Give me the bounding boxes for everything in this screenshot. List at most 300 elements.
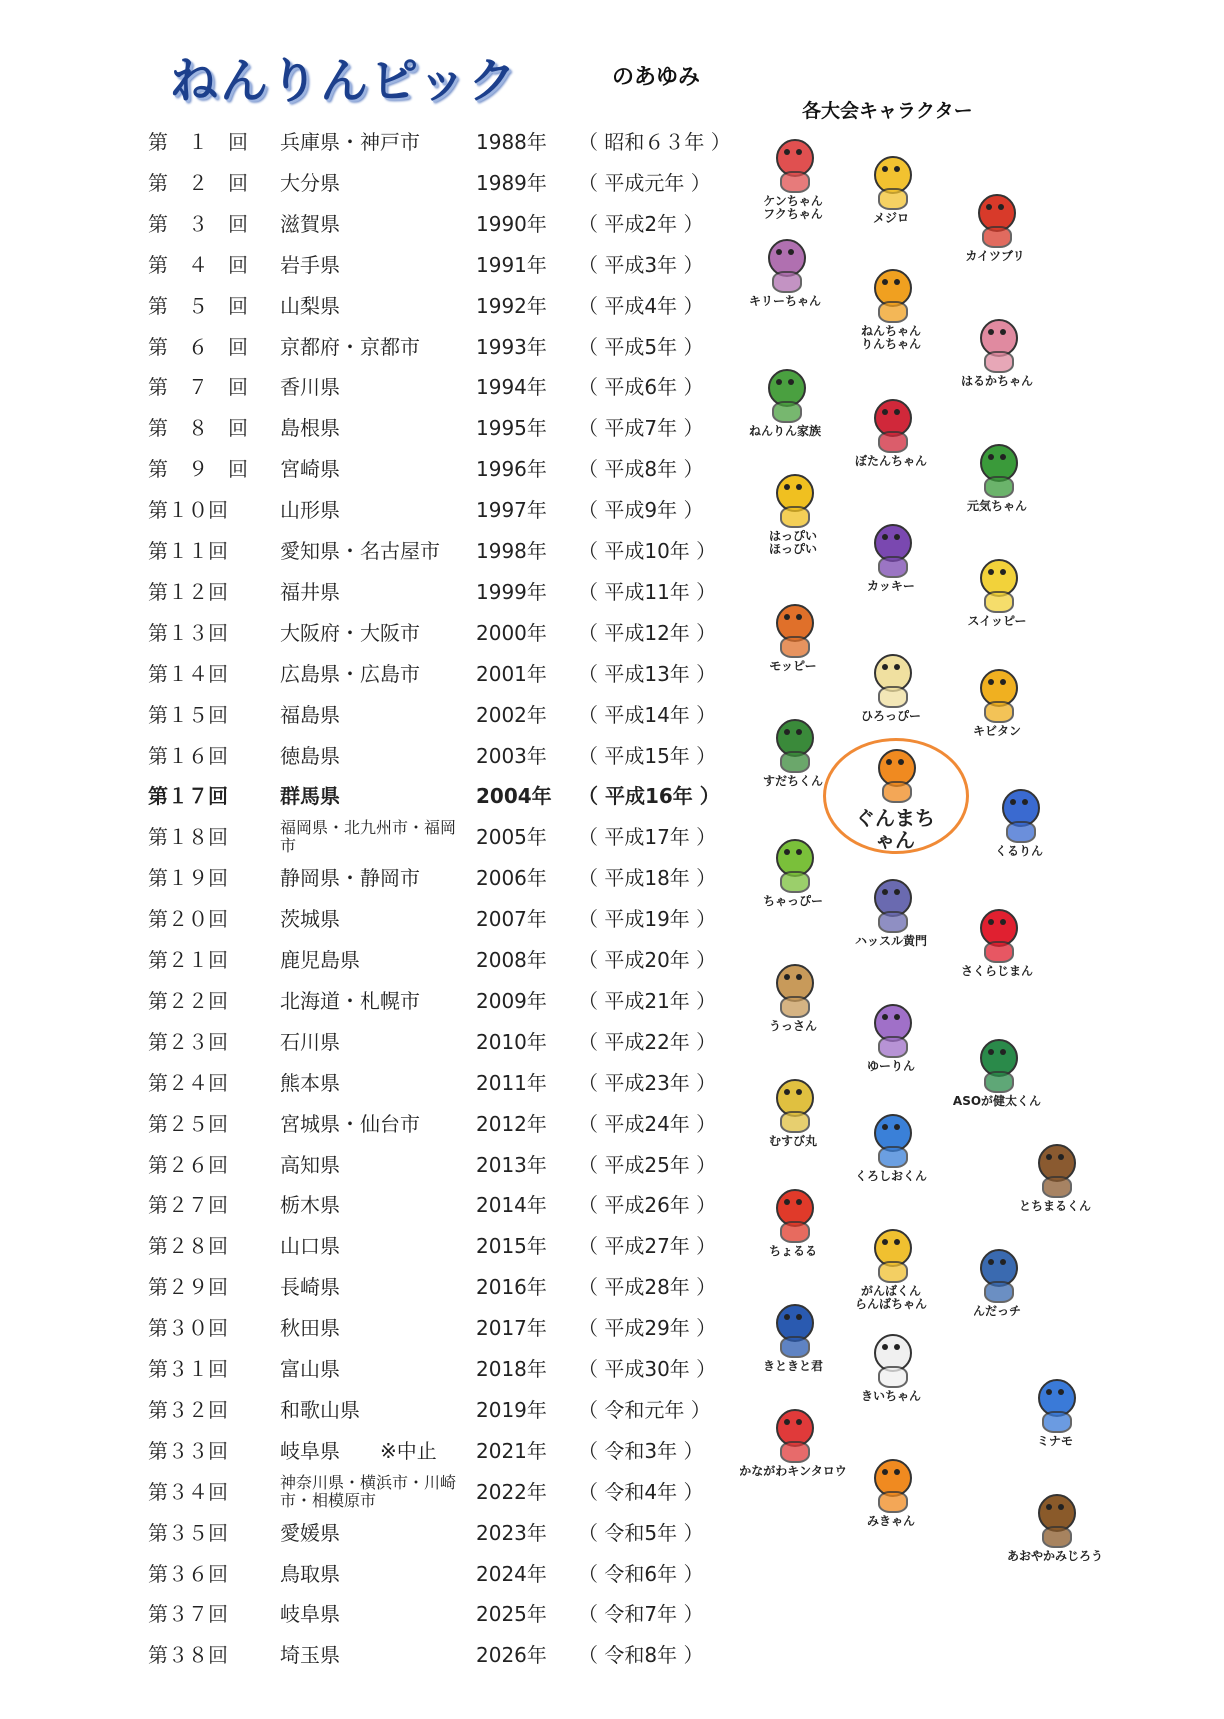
event-place: 長崎県 — [280, 1275, 340, 1300]
event-number: 第２１回 — [148, 948, 228, 972]
character — [748, 835, 838, 908]
character-icon — [860, 875, 922, 933]
event-year: 2001年 — [476, 661, 547, 686]
event-era: （ 令和6年 ） — [578, 1561, 704, 1586]
event-row — [148, 736, 717, 777]
character-icon — [762, 470, 824, 528]
character — [846, 1000, 936, 1073]
character-name: ハッスル黄門 — [854, 934, 927, 948]
character-icon — [860, 1225, 922, 1283]
character — [748, 1300, 838, 1373]
event-place: 茨城県 — [280, 907, 340, 932]
character — [748, 470, 838, 556]
event-number: 第３８回 — [148, 1643, 228, 1668]
event-place: 大阪府・大阪市 — [280, 620, 420, 645]
event-row — [148, 327, 708, 368]
event-era: （ 令和7年 ） — [578, 1602, 704, 1627]
event-era: （ 平成5年 ） — [578, 334, 704, 359]
event-row — [148, 408, 708, 449]
event-place: 香川県 — [280, 375, 340, 400]
character-icon — [966, 1035, 1028, 1093]
character — [846, 1330, 936, 1403]
event-era: （ 平成21年 ） — [578, 988, 717, 1013]
character-icon — [966, 665, 1028, 723]
character-name: ミナモ — [1036, 1434, 1073, 1448]
event-row — [148, 367, 708, 408]
event-place: 山梨県 — [280, 293, 340, 318]
event-place: 静岡県・静岡市 — [280, 866, 420, 891]
character-name: キリーちゃん — [748, 294, 821, 308]
event-row — [148, 204, 708, 245]
event-row — [148, 817, 717, 858]
character — [748, 715, 838, 788]
event-year: 1992年 — [476, 293, 547, 318]
event-place: 栃木県 — [280, 1193, 340, 1218]
character-name: メジロ — [872, 211, 909, 225]
event-year: 2015年 — [476, 1234, 547, 1259]
character-name: スイッピー — [967, 614, 1027, 628]
character-name: ねんりん家族 — [748, 424, 821, 438]
character-icon — [1024, 1140, 1086, 1198]
character-name: キビタン — [972, 724, 1021, 738]
event-row — [148, 695, 717, 736]
character-name: ちょるる — [768, 1244, 817, 1258]
event-era: （ 平成7年 ） — [578, 416, 704, 441]
event-row — [148, 122, 731, 163]
event-place: 宮崎県 — [280, 457, 340, 482]
character — [846, 1225, 936, 1311]
event-number: 第２０回 — [148, 907, 228, 932]
event-number: 第２５回 — [148, 1111, 228, 1136]
event-place: 福井県 — [280, 579, 340, 604]
event-row — [148, 776, 720, 817]
characters-heading: 各大会キャラクター — [802, 100, 973, 122]
character-icon — [860, 1000, 922, 1058]
event-number: 第２９回 — [148, 1275, 228, 1300]
character-name: はるかちゃん — [960, 374, 1033, 388]
character — [1010, 1375, 1100, 1448]
event-era: （ 昭和６３年 ） — [578, 130, 731, 154]
event-year: 2019年 — [476, 1397, 547, 1422]
character-icon — [988, 785, 1050, 843]
event-row — [148, 1431, 708, 1472]
event-year: 2026年 — [476, 1643, 547, 1668]
character-icon — [860, 1455, 922, 1513]
event-row — [148, 163, 711, 204]
event-place: 広島県・広島市 — [280, 661, 420, 686]
event-year: 1997年 — [476, 498, 547, 523]
event-year: 2013年 — [476, 1152, 547, 1177]
event-row — [148, 245, 708, 286]
character — [1010, 1140, 1100, 1213]
event-number: 第３０回 — [148, 1316, 228, 1341]
event-row — [148, 899, 717, 940]
event-row — [148, 1226, 717, 1267]
character-icon — [762, 1185, 824, 1243]
event-era: （ 令和4年 ） — [578, 1479, 704, 1504]
event-place: 富山県 — [280, 1357, 340, 1381]
event-era: （ 平成11年 ） — [578, 579, 717, 604]
event-row — [148, 1185, 717, 1226]
character-icon — [1024, 1375, 1086, 1433]
event-era: （ 平成15年 ） — [578, 743, 717, 768]
event-year: 2024年 — [476, 1561, 547, 1586]
character-name: すだちくん — [762, 774, 823, 788]
event-number: 第２４回 — [148, 1070, 228, 1095]
event-number: 第２７回 — [148, 1193, 228, 1218]
character-name: ねんちゃん りんちゃん — [860, 324, 921, 351]
event-era: （ 平成27年 ） — [578, 1234, 717, 1259]
character-icon — [860, 1330, 922, 1388]
event-year: 2021年 — [476, 1438, 547, 1463]
event-year: 2010年 — [476, 1029, 547, 1054]
event-year: 1990年 — [476, 211, 547, 236]
character — [748, 1075, 838, 1148]
event-row — [148, 1390, 711, 1431]
character — [740, 365, 830, 438]
character-name: きいちゃん — [860, 1389, 921, 1403]
character — [740, 235, 830, 308]
character-icon — [754, 235, 816, 293]
event-number: 第１６回 — [148, 743, 228, 768]
event-place: 和歌山県 — [280, 1397, 360, 1422]
character-icon — [762, 960, 824, 1018]
event-place: 宮城県・仙台市 — [280, 1111, 420, 1136]
event-era: （ 平成17年 ） — [578, 825, 717, 850]
event-era: （ 平成16年 ） — [578, 784, 720, 809]
event-year: 2007年 — [476, 907, 547, 932]
event-era: （ 平成26年 ） — [578, 1193, 717, 1218]
event-number: 第 ３ 回 — [148, 211, 248, 236]
highlight-ring — [823, 738, 969, 854]
event-era: （ 平成20年 ） — [578, 948, 717, 972]
event-row — [148, 613, 717, 654]
event-year: 2004年 — [476, 784, 552, 809]
event-year: 2022年 — [476, 1479, 547, 1504]
event-year: 2016年 — [476, 1275, 547, 1300]
event-row — [148, 1635, 708, 1676]
event-number: 第１５回 — [148, 702, 228, 727]
page-subtitle: のあゆみ — [612, 65, 701, 90]
event-year: 1995年 — [476, 416, 547, 441]
character — [748, 135, 838, 221]
character — [1000, 1490, 1110, 1563]
event-number: 第３６回 — [148, 1561, 228, 1586]
event-era: （ 令和3年 ） — [578, 1438, 704, 1463]
character — [974, 785, 1064, 858]
character — [952, 555, 1042, 628]
event-number: 第３５回 — [148, 1520, 228, 1545]
character-name: ひろっぴー — [860, 709, 921, 723]
event-row — [148, 858, 717, 899]
event-year: 2003年 — [476, 743, 547, 768]
event-row — [148, 1513, 708, 1554]
event-year: 1999年 — [476, 579, 547, 604]
event-row — [148, 531, 717, 572]
character-icon — [754, 365, 816, 423]
event-year: 2014年 — [476, 1193, 547, 1218]
event-era: （ 平成元年 ） — [578, 170, 711, 195]
character-icon — [860, 520, 922, 578]
event-number: 第２３回 — [148, 1029, 228, 1054]
event-era: （ 平成19年 ） — [578, 907, 717, 932]
event-number: 第１３回 — [148, 620, 228, 645]
event-place: 愛媛県 — [280, 1520, 340, 1545]
character — [846, 1110, 936, 1183]
event-row — [148, 1104, 717, 1145]
event-row — [148, 449, 708, 490]
event-row — [148, 286, 708, 327]
event-number: 第１１回 — [148, 539, 228, 563]
event-year: 1991年 — [476, 252, 547, 277]
character-name: がんばくん らんばちゃん — [854, 1284, 927, 1311]
event-place: 京都府・京都市 — [280, 334, 420, 359]
character-name: あおやかみじろう — [1006, 1549, 1103, 1563]
character-icon — [966, 1245, 1028, 1303]
character-icon — [860, 650, 922, 708]
event-year: 1998年 — [476, 539, 547, 563]
event-year: 2006年 — [476, 866, 547, 891]
event-row — [148, 572, 717, 613]
event-year: 2011年 — [476, 1070, 547, 1095]
character-icon — [966, 555, 1028, 613]
event-number: 第１７回 — [148, 784, 228, 809]
event-year: 2012年 — [476, 1111, 547, 1136]
character-icon — [860, 1110, 922, 1168]
event-place: 兵庫県・神戸市 — [280, 130, 420, 154]
event-number: 第 ９ 回 — [148, 457, 248, 482]
event-era: （ 平成29年 ） — [578, 1316, 717, 1341]
event-era: （ 平成12年 ） — [578, 620, 717, 645]
character-icon — [860, 395, 922, 453]
event-era: （ 平成3年 ） — [578, 252, 704, 277]
event-place: 石川県 — [280, 1029, 340, 1054]
character — [952, 665, 1042, 738]
event-era: （ 平成30年 ） — [578, 1357, 717, 1381]
event-era: （ 平成8年 ） — [578, 457, 704, 482]
event-year: 2025年 — [476, 1602, 547, 1627]
event-place: 徳島県 — [280, 743, 340, 768]
character — [748, 600, 838, 673]
character-name: ASOが健太くん — [952, 1094, 1042, 1108]
event-place: 岐阜県 ※中止 — [280, 1438, 437, 1463]
event-place: 鹿児島県 — [280, 948, 360, 972]
page-title: ねんりんピック — [170, 53, 519, 109]
event-era: （ 平成10年 ） — [578, 539, 717, 563]
event-place: 埼玉県 — [280, 1643, 340, 1668]
event-year: 1988年 — [476, 130, 547, 154]
event-number: 第 ５ 回 — [148, 293, 248, 318]
event-era: （ 平成23年 ） — [578, 1070, 717, 1095]
event-year: 2009年 — [476, 988, 547, 1013]
character-name: ぼたんちゃん — [854, 454, 927, 468]
event-era: （ 平成24年 ） — [578, 1111, 717, 1136]
character — [952, 440, 1042, 513]
event-number: 第３１回 — [148, 1357, 228, 1381]
event-number: 第 ６ 回 — [148, 334, 248, 359]
character-icon — [860, 152, 922, 210]
character — [738, 1405, 848, 1478]
event-number: 第２８回 — [148, 1234, 228, 1259]
character — [846, 520, 936, 593]
event-place: 鳥取県 — [280, 1561, 340, 1586]
character — [846, 650, 936, 723]
event-number: 第 ８ 回 — [148, 416, 248, 441]
character-name: モッピー — [769, 659, 817, 673]
event-number: 第１４回 — [148, 661, 228, 686]
event-place: 熊本県 — [280, 1070, 340, 1095]
event-place: 福岡県・北九州市・福岡市 — [280, 818, 457, 856]
event-number: 第 ７ 回 — [148, 375, 248, 400]
event-era: （ 平成4年 ） — [578, 293, 704, 318]
event-era: （ 平成28年 ） — [578, 1275, 717, 1300]
character-name: ちゃっぴー — [762, 894, 823, 908]
event-place: 山口県 — [280, 1234, 340, 1259]
event-place: 神奈川県・横浜市・川崎市・相模原市 — [280, 1472, 457, 1510]
character-name: カイツブリ — [965, 249, 1025, 263]
event-era: （ 平成22年 ） — [578, 1029, 717, 1054]
character-icon — [762, 835, 824, 893]
character-name: 元気ちゃん — [966, 499, 1027, 513]
event-number: 第２６回 — [148, 1152, 228, 1177]
event-number: 第 １ 回 — [148, 130, 248, 154]
event-number: 第 ２ 回 — [148, 170, 248, 195]
event-place: 高知県 — [280, 1152, 340, 1177]
event-row — [148, 1063, 717, 1104]
event-year: 1989年 — [476, 170, 547, 195]
event-row — [148, 940, 717, 981]
event-place: 秋田県 — [280, 1316, 340, 1341]
event-year: 2005年 — [476, 825, 547, 850]
event-row — [148, 1472, 708, 1513]
character-icon — [966, 905, 1028, 963]
character — [846, 152, 936, 225]
event-number: 第１０回 — [148, 498, 228, 523]
character-name: ぐんまちゃん — [855, 806, 935, 852]
event-year: 1996年 — [476, 457, 547, 482]
character-name: ゆーりん — [866, 1059, 915, 1073]
event-place: 岐阜県 — [280, 1602, 340, 1627]
event-row — [148, 1594, 708, 1635]
event-number: 第１８回 — [148, 825, 228, 850]
character — [748, 960, 838, 1033]
character-name: んだっチ — [972, 1304, 1021, 1318]
event-era: （ 平成25年 ） — [578, 1152, 717, 1177]
character-icon — [762, 135, 824, 193]
character-icon — [860, 265, 922, 323]
event-place: 愛知県・名古屋市 — [280, 539, 440, 563]
character — [952, 1245, 1042, 1318]
event-row — [148, 1022, 717, 1063]
character-icon — [762, 600, 824, 658]
event-era: （ 令和元年 ） — [578, 1397, 711, 1422]
event-year: 1993年 — [476, 334, 547, 359]
event-place: 岩手県 — [280, 252, 340, 277]
event-row — [148, 654, 717, 695]
event-row — [148, 490, 708, 531]
character-icon — [762, 715, 824, 773]
event-row — [148, 1554, 708, 1595]
character-name: かながわキンタロウ — [739, 1464, 847, 1478]
event-number: 第３４回 — [148, 1479, 228, 1504]
event-row — [148, 981, 717, 1022]
event-number: 第３２回 — [148, 1397, 228, 1422]
event-number: 第１２回 — [148, 579, 228, 604]
event-row — [148, 1349, 717, 1390]
character-name: さくらじまん — [960, 964, 1033, 978]
event-year: 2002年 — [476, 702, 547, 727]
event-place: 福島県 — [280, 702, 340, 727]
event-number: 第３３回 — [148, 1438, 228, 1463]
character — [952, 315, 1042, 388]
event-row — [148, 1308, 717, 1349]
character-name: カッキー — [867, 579, 915, 593]
event-place: 山形県 — [280, 498, 340, 523]
event-era: （ 平成14年 ） — [578, 702, 717, 727]
event-row — [148, 1145, 717, 1186]
event-era: （ 平成9年 ） — [578, 498, 704, 523]
event-year: 2008年 — [476, 948, 547, 972]
event-place: 島根県 — [280, 416, 340, 441]
event-era: （ 平成2年 ） — [578, 211, 704, 236]
event-era: （ 令和8年 ） — [578, 1643, 704, 1668]
character-name: きときと君 — [762, 1359, 823, 1373]
character-icon — [762, 1075, 824, 1133]
character — [952, 1035, 1042, 1108]
event-place: 群馬県 — [280, 784, 340, 809]
character-icon — [966, 440, 1028, 498]
event-place: 北海道・札幌市 — [280, 988, 420, 1013]
event-year: 2017年 — [476, 1316, 547, 1341]
event-year: 2023年 — [476, 1520, 547, 1545]
character-name: とちまるくん — [1018, 1199, 1091, 1213]
character-name: みきゃん — [866, 1514, 915, 1528]
character-name: はっぴい ほっぴい — [768, 529, 817, 556]
event-number: 第３７回 — [148, 1602, 228, 1627]
event-number: 第１９回 — [148, 866, 228, 891]
character — [846, 395, 936, 468]
event-year: 2018年 — [476, 1357, 547, 1381]
event-place: 滋賀県 — [280, 211, 340, 236]
character — [950, 190, 1040, 263]
character-icon — [1024, 1490, 1086, 1548]
event-number: 第２２回 — [148, 988, 228, 1013]
character — [846, 265, 936, 351]
character-icon — [966, 315, 1028, 373]
character-name: くるりん — [994, 844, 1043, 858]
character-name: ケンちゃん フクちゃん — [763, 194, 823, 221]
character-icon — [762, 1405, 824, 1463]
character — [846, 875, 936, 948]
event-place: 大分県 — [280, 170, 340, 195]
character-name: むすび丸 — [768, 1134, 817, 1148]
event-era: （ 平成13年 ） — [578, 661, 717, 686]
character-icon — [964, 190, 1026, 248]
event-row — [148, 1267, 717, 1308]
character — [748, 1185, 838, 1258]
event-era: （ 平成6年 ） — [578, 375, 704, 400]
event-year: 2000年 — [476, 620, 547, 645]
character-name: くろしおくん — [854, 1169, 927, 1183]
character — [952, 905, 1042, 978]
event-number: 第 ４ 回 — [148, 252, 248, 277]
event-year: 1994年 — [476, 375, 547, 400]
character — [846, 1455, 936, 1528]
character-icon — [762, 1300, 824, 1358]
event-era: （ 平成18年 ） — [578, 866, 717, 891]
character-name: うっさん — [768, 1019, 817, 1033]
event-era: （ 令和5年 ） — [578, 1520, 704, 1545]
